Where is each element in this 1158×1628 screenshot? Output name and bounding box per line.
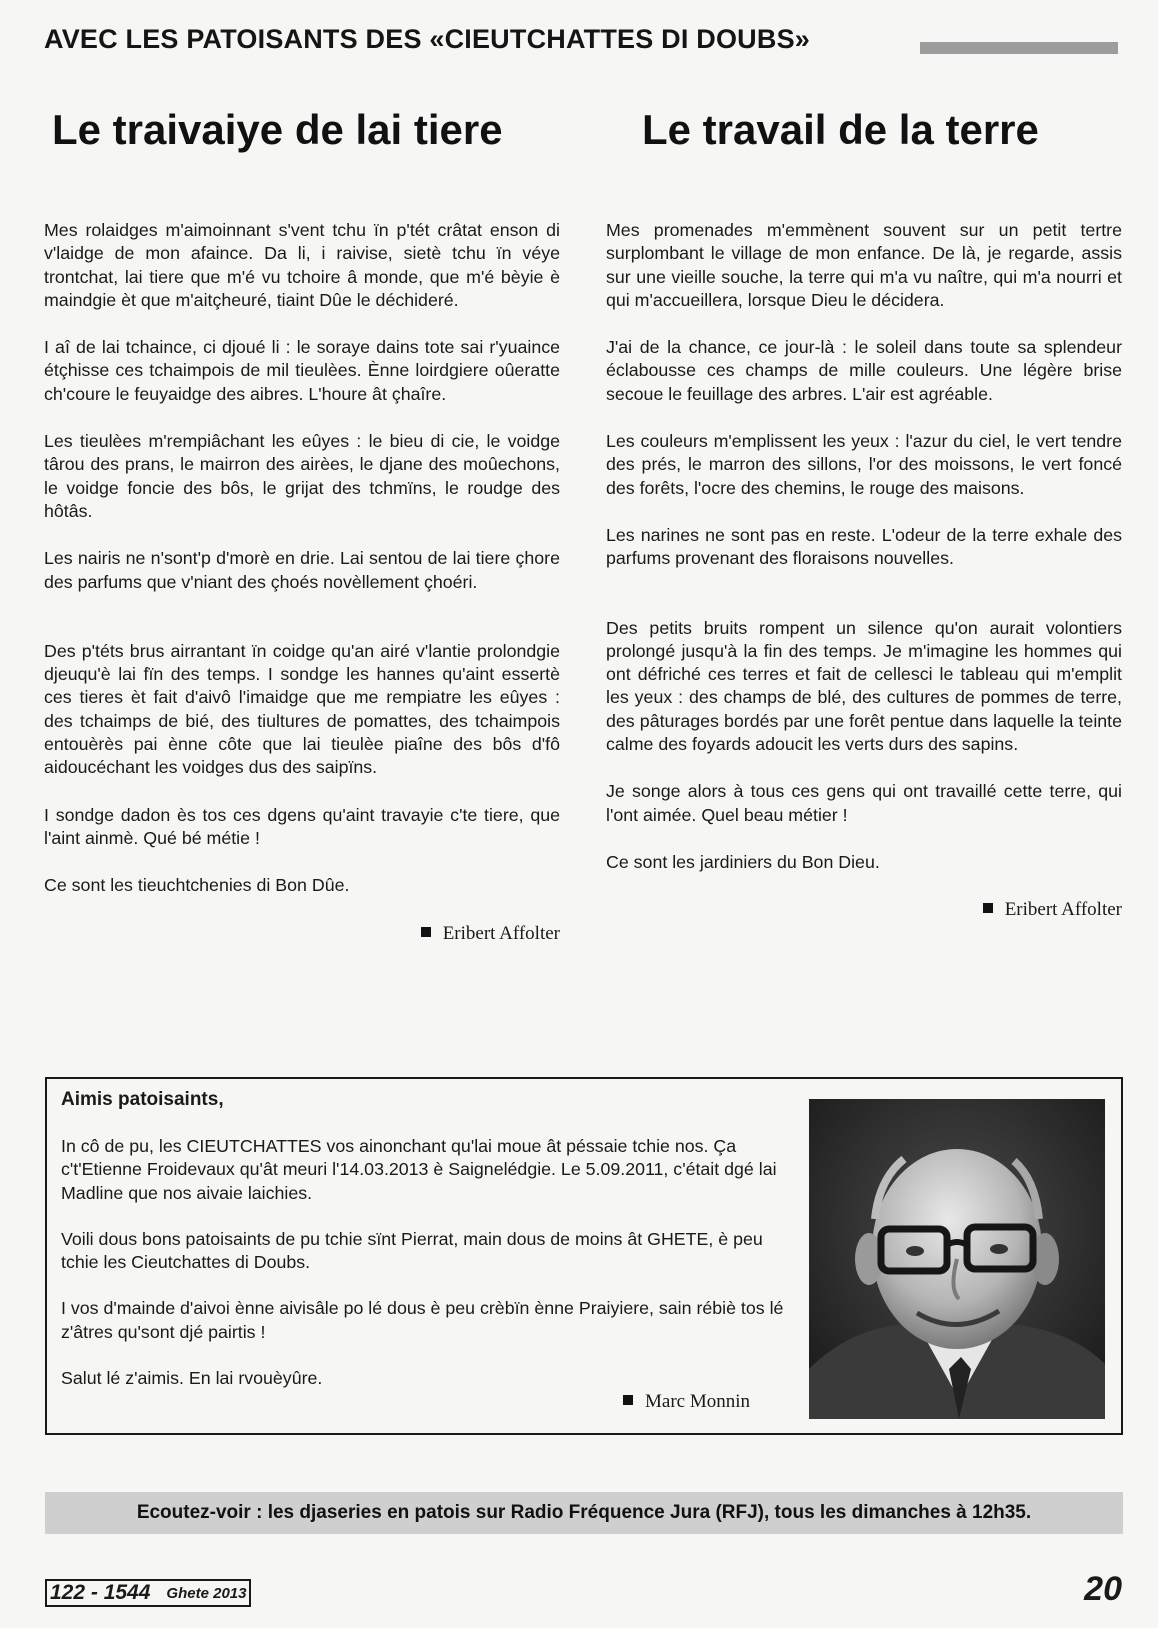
square-bullet-icon	[983, 903, 993, 913]
paragraph: Ce sont les tieuchtchenies di Bon Dûe.	[44, 875, 350, 896]
paragraph: Mes rolaidges m'aimoinnant s'vent tchu ïn p'tét crâtat enson di v'laidge de mon afaince. Da li, i raivise, sietè tchu ïn véye trontchat, lai tiere que m'é vu tchoire â monde, que m'é bèyie è maindgie èt que m'aitçheuré, tiaint Dûe le déchideré.	[44, 220, 560, 310]
signature-name: Eribert Affolter	[442, 922, 560, 944]
paragraph: I sondge dadon ès tos ces dgens qu'aint travayie c'te tiere, que l'aint ainmè. Qué bé métie !	[44, 804, 560, 848]
paragraph: In cô de pu, les CIEUTCHATTES vos ainonchant qu'lai moue ât péssaie tchie nos. Ça c't'Etienne Froidevaux qu'ât meuri l'14.03.2013 è Saignelédgie. Le 5.09.2011, c'était dgé lai Madline que nos aivaie laichies.	[61, 1136, 777, 1203]
paragraph: Les couleurs m'emplissent les yeux : l'azur du ciel, le vert tendre des prés, le marron des sillons, l'or des moissons, le vert foncé des forêts, l'ocre des chemins, le rouge des maisons.	[606, 431, 1122, 498]
right-column-french	[606, 219, 1122, 922]
paragraph: I vos d'mainde d'aivoi ènne aivisâle po lé dous è peu crèbïn ènne Praiyiere, sain rébiè tos lé z'âtres qu'sont djé pairtis !	[61, 1298, 784, 1342]
portrait-photo	[809, 1099, 1105, 1419]
left-column-patois	[44, 219, 560, 945]
right-signature	[606, 898, 1122, 921]
header-title: AVEC LES PATOISANTS DES «CIEUTCHATTES DI DOUBS»	[44, 24, 810, 54]
obituary-box	[45, 1077, 1123, 1435]
box-signature	[623, 1391, 750, 1413]
right-column-title: Le travail de la terre	[642, 106, 1039, 153]
left-signature	[44, 922, 560, 945]
header-rule	[920, 42, 1118, 54]
footer-issue-box	[45, 1579, 251, 1607]
paragraph: Des p'téts brus airrantant ïn coidge qu'an airé v'lantie prolondgie djeuqu'è lai fïn des temps. I sondge les hannes qu'aint essertè ces tieres èt fait d'aivô l'imaidge que me rempiatre les eûyes : des tchaimps de bié, des tiultures de pomattes, des tchaimpois entouèrès pai ènne côte que lai tieulèe piaîne des bôs d'fô aidoucéchant les voidges dus des saipïns.	[44, 640, 560, 778]
signature-name: Eribert Affolter	[1004, 899, 1122, 921]
paragraph: Des petits bruits rompent un silence qu'on aurait volontiers prolongé jusqu'à la fin des temps. Je m'imagine les hommes qui ont défriché ces terres et fait de cellesci le tableau qui m'emplit les yeux : des champs de blé, des cultures de pommes de terre, des pâturages bordés par une forêt pentue dans laquelle la teinte calme des foyards adoucit les verts durs des sapins.	[606, 617, 1122, 755]
issue-number: 122 - 1544	[50, 1581, 151, 1604]
signature-name: Marc Monnin	[645, 1391, 751, 1412]
paragraph: Voili dous bons patoisaints de pu tchie sïnt Pierrat, main dous de moins ât GHETE, è peu tchie les Cieutchattes di Doubs.	[61, 1228, 763, 1273]
paragraph: Les narines ne sont pas en reste. L'odeur de la terre exhale des parfums provenant des floraisons nouvelles.	[606, 524, 1122, 569]
paragraph: I aî de lai tchaince, ci djoué li : le soraye dains tote sai r'yuaince étçhisse ces tchaimpois de mil tieulèes. Ènne loirdgiere oûeratte ch'coure le feuyaidge des aibres. L'houre ât çhaîre.	[44, 337, 560, 404]
publication-name: Ghete 2013	[166, 1584, 247, 1602]
page-number: 20	[1084, 1570, 1122, 1608]
paragraph: Mes promenades m'emmènent souvent sur un petit tertre surplombant le village de mon enfance. De là, je regarde, assis sur une vieille souche, la terre qui m'a vu naître, qui m'a nourri et qui m'accueillera, lorsque Dieu le décidera.	[606, 220, 1122, 310]
left-column-title: Le traivaiye de lai tiere	[52, 106, 503, 153]
paragraph: Les nairis ne n'sont'p d'morè en drie. Lai sentou de lai tiere çhore des parfums que v'niant des çhoés novèllement çhoéri.	[44, 548, 560, 592]
portrait-image	[809, 1099, 1105, 1419]
box-text	[61, 1135, 787, 1413]
square-bullet-icon	[421, 927, 431, 937]
box-heading: Aimis patoisaints,	[61, 1089, 224, 1110]
paragraph: Les tieulèes m'rempiâchant les eûyes : le bieu di cie, le voidge târou des prans, le mairron des airèes, le djane des moûechons, le voidge foncie des bôs, le grijat des tchmïns, le roudge des hôtâs.	[44, 431, 560, 521]
square-bullet-icon	[623, 1395, 633, 1405]
radio-banner: Ecoutez-voir : les djaseries en patois sur Radio Fréquence Jura (RFJ), tous les dimanches à 12h35.	[45, 1492, 1123, 1534]
paragraph: J'ai de la chance, ce jour-là : le soleil dans toute sa splendeur éclabousse ces champs de mille couleurs. Une légère brise secoue le feuillage des arbres. L'air est agréable.	[606, 337, 1122, 404]
paragraph: Ce sont les jardiniers du Bon Dieu.	[606, 851, 880, 872]
paragraph: Salut lé z'aimis. En lai rvouèyûre.	[61, 1368, 323, 1389]
paragraph: Je songe alors à tous ces gens qui ont travaillé cette terre, qui l'ont aimée. Quel beau métier !	[606, 781, 1122, 825]
